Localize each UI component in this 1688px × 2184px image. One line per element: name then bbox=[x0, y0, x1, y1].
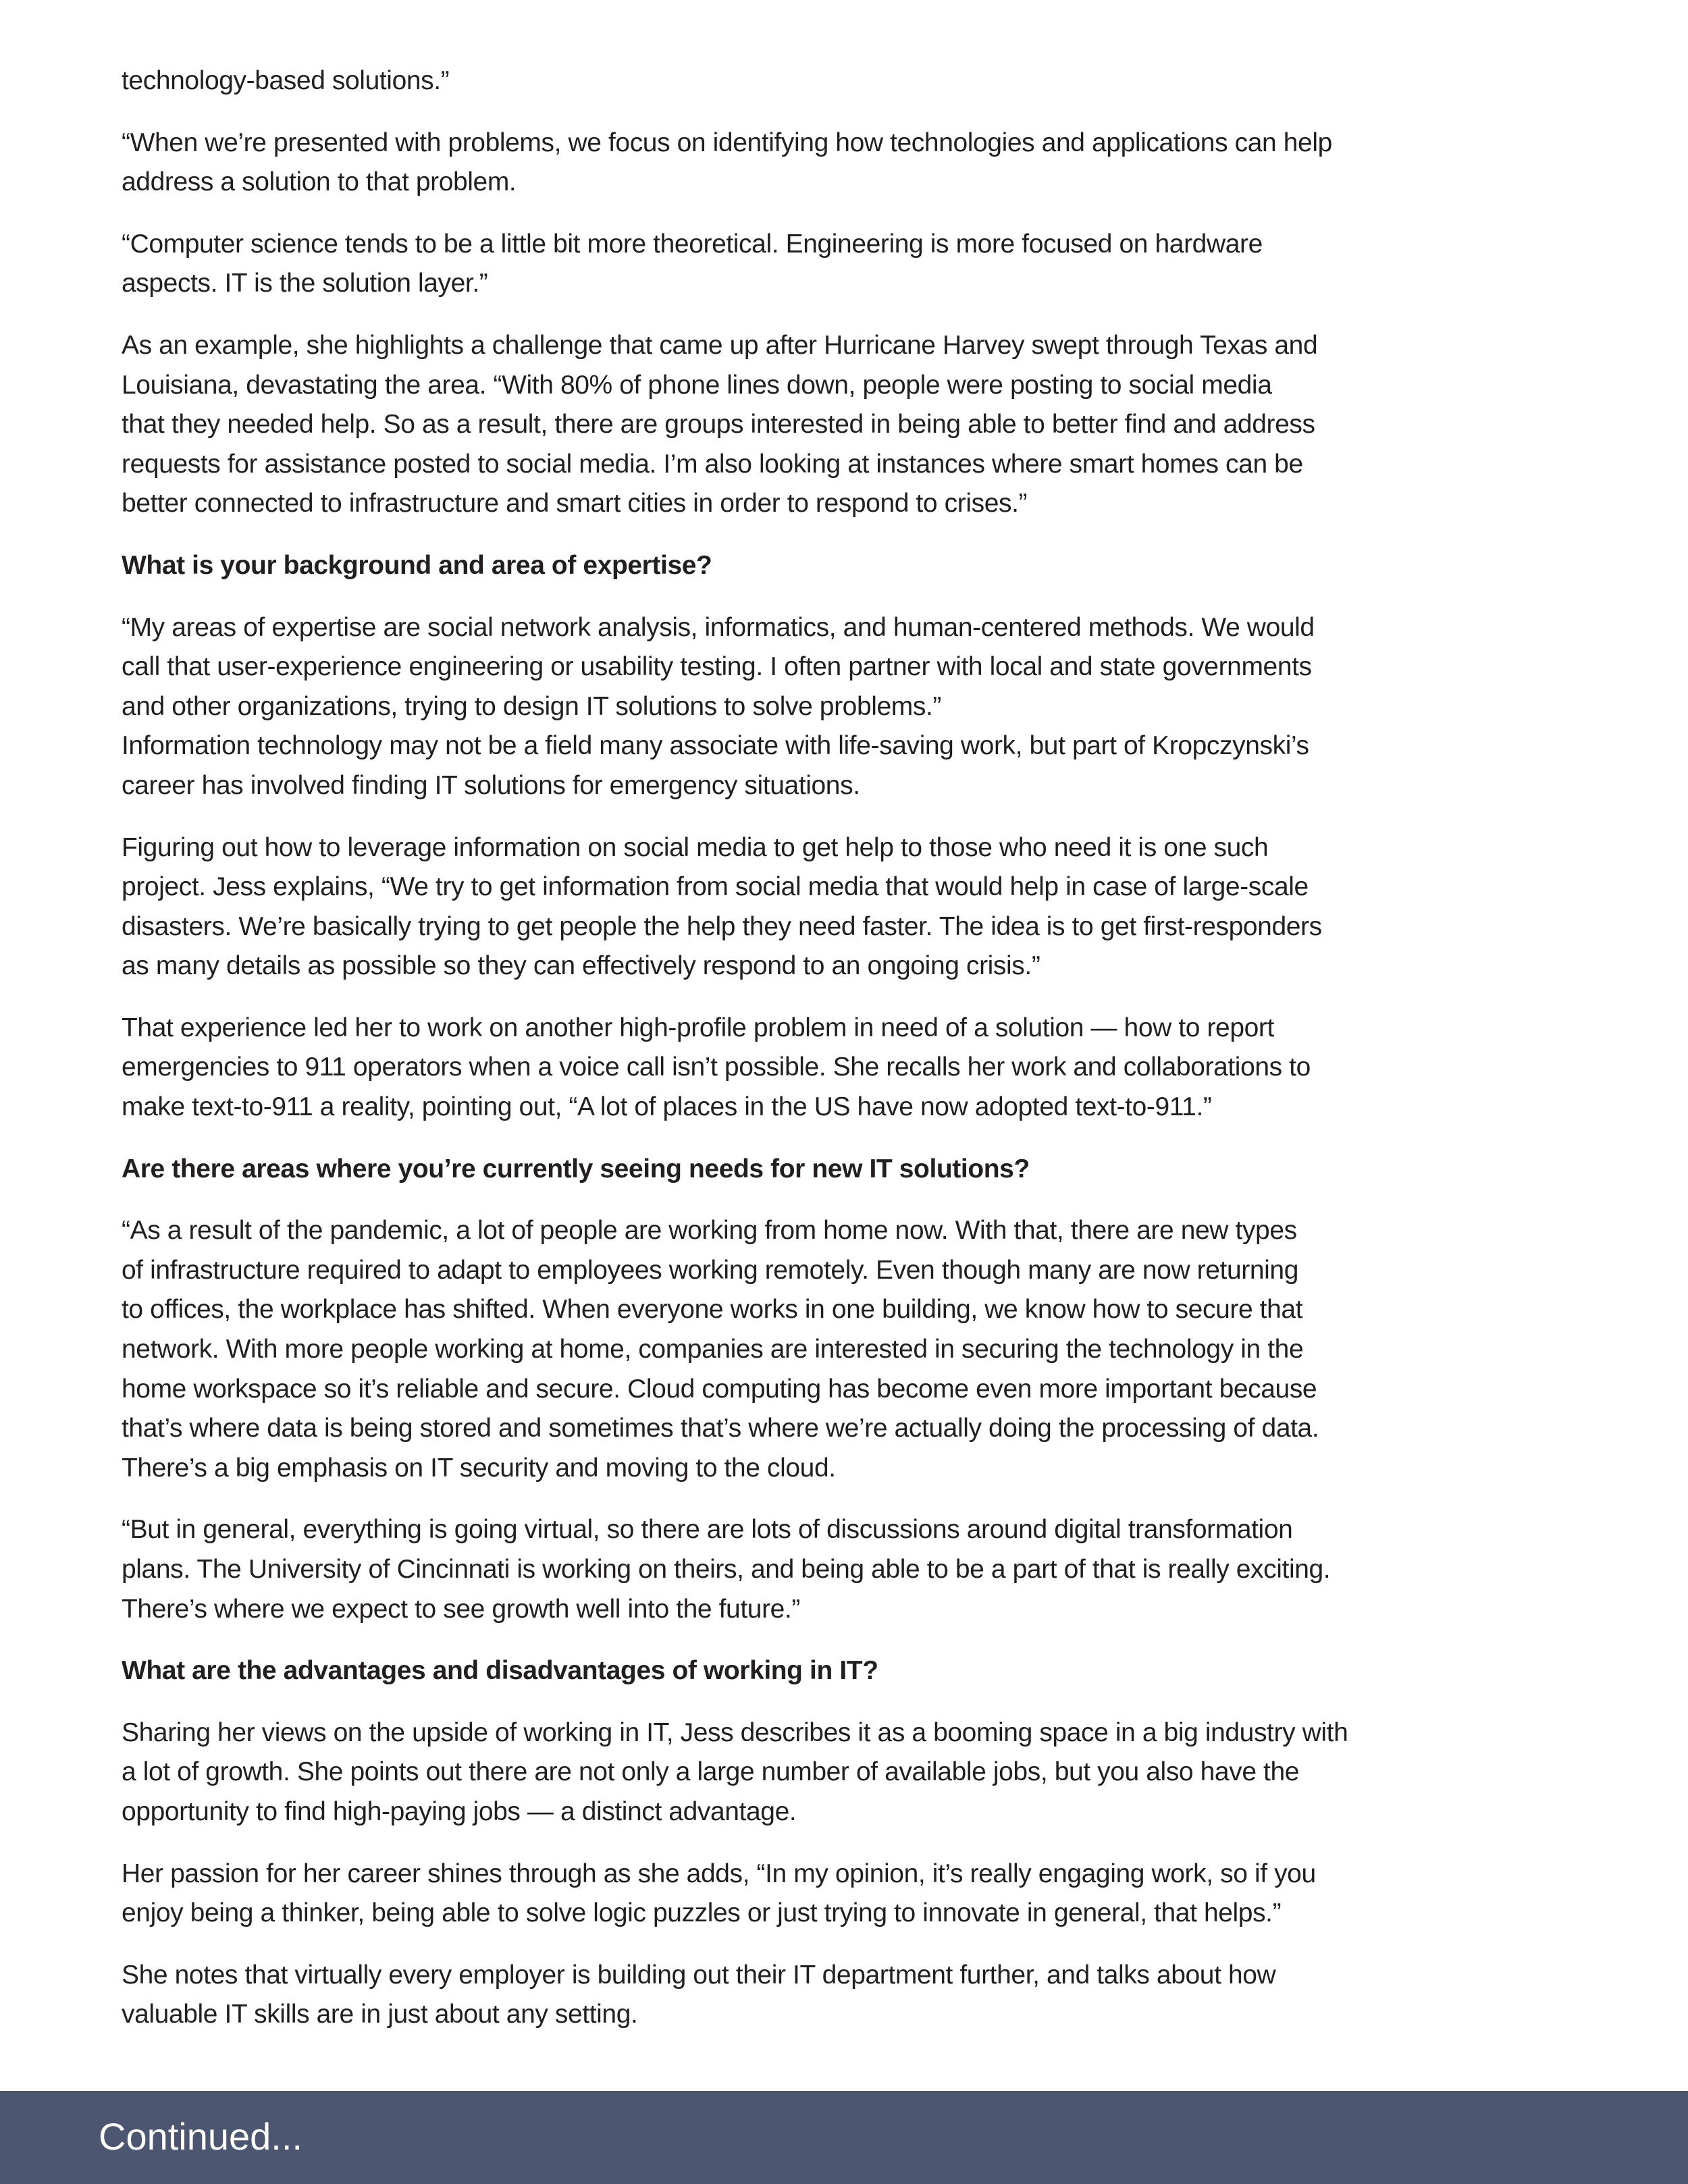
text-line: Are there areas where you’re currently seeing needs for new IT solutions? bbox=[122, 1154, 1030, 1183]
text-line: enjoy being a thinker, being able to solve logic puzzles or just trying to innovate in general, that helps.” bbox=[122, 1898, 1282, 1928]
paragraph bbox=[122, 1510, 1607, 1629]
text-line: call that user-experience engineering or usability testing. I often partner with local and state governments bbox=[122, 652, 1312, 682]
text-line: career has involved finding IT solutions for emergency situations. bbox=[122, 770, 860, 800]
section-heading bbox=[122, 546, 1607, 586]
text-line: “Computer science tends to be a little bit more theoretical. Engineering is more focused on hardware bbox=[122, 229, 1263, 259]
paragraph bbox=[122, 326, 1607, 524]
text-line: address a solution to that problem. bbox=[122, 167, 517, 197]
text-line: that’s where data is being stored and sometimes that’s where we’re actually doing the processing of data. bbox=[122, 1414, 1319, 1443]
text-line: “As a result of the pandemic, a lot of people are working from home now. With that, there are new types bbox=[122, 1216, 1297, 1246]
text-line: What are the advantages and disadvantages of working in IT? bbox=[122, 1656, 878, 1686]
paragraph bbox=[122, 61, 1607, 101]
article-body bbox=[122, 61, 1607, 2057]
text-line: project. Jess explains, “We try to get information from social media that would help in case of large-scale bbox=[122, 872, 1309, 902]
paragraph bbox=[122, 1713, 1607, 1832]
text-line: valuable IT skills are in just about any setting. bbox=[122, 2000, 638, 2029]
paragraph bbox=[122, 828, 1607, 986]
text-line: and other organizations, trying to design IT solutions to solve problems.” bbox=[122, 691, 942, 721]
continued-label: Continued... bbox=[99, 2115, 302, 2158]
text-line: a lot of growth. She points out there are not only a large number of available jobs, but you also have the bbox=[122, 1757, 1300, 1787]
text-line: better connected to infrastructure and smart cities in order to respond to crises.” bbox=[122, 489, 1028, 518]
text-line: Louisiana, devastating the area. “With 80% of phone lines down, people were posting to social media bbox=[122, 370, 1272, 400]
paragraph bbox=[122, 608, 1607, 806]
paragraph bbox=[122, 1956, 1607, 2035]
text-line: “My areas of expertise are social network analysis, informatics, and human-centered methods. We would bbox=[122, 612, 1315, 642]
text-line: aspects. IT is the solution layer.” bbox=[122, 269, 488, 298]
paragraph bbox=[122, 225, 1607, 304]
paragraph bbox=[122, 124, 1607, 203]
text-line: As an example, she highlights a challenge that came up after Hurricane Harvey swept through Texas and bbox=[122, 330, 1318, 360]
text-line: Her passion for her career shines through as she adds, “In my opinion, it’s really engaging work, so if you bbox=[122, 1859, 1316, 1888]
text-line: as many details as possible so they can effectively respond to an ongoing crisis.” bbox=[122, 951, 1040, 981]
text-line: She notes that virtually every employer is building out their IT department further, and talks about how bbox=[122, 1960, 1276, 1990]
text-line: network. With more people working at home, companies are interested in securing the technology in the bbox=[122, 1335, 1304, 1364]
text-line: of infrastructure required to adapt to employees working remotely. Even though many are now returning bbox=[122, 1255, 1298, 1285]
text-line: plans. The University of Cincinnati is working on theirs, and being able to be a part of that is really exciting. bbox=[122, 1555, 1331, 1584]
text-line: emergencies to 911 operators when a voice call isn’t possible. She recalls her work and collaborations to bbox=[122, 1053, 1311, 1082]
text-line: There’s a big emphasis on IT security and moving to the cloud. bbox=[122, 1453, 836, 1483]
paragraph bbox=[122, 1009, 1607, 1127]
text-line: home workspace so it’s reliable and secure. Cloud computing has become even more important because bbox=[122, 1374, 1317, 1404]
text-line: to offices, the workplace has shifted. When everyone works in one building, we know how to secure that bbox=[122, 1295, 1303, 1325]
text-line: requests for assistance posted to social media. I’m also looking at instances where smart homes can be bbox=[122, 449, 1303, 479]
text-line: disasters. We’re basically trying to get people the help they need faster. The idea is to get first-responders bbox=[122, 911, 1322, 941]
text-line: Information technology may not be a field many associate with life-saving work, but part of Kropczynski’s bbox=[122, 731, 1309, 761]
text-line: What is your background and area of expertise? bbox=[122, 550, 712, 580]
text-line: “When we’re presented with problems, we focus on identifying how technologies and applications can help bbox=[122, 128, 1332, 157]
paragraph bbox=[122, 1855, 1607, 1934]
text-line: technology-based solutions.” bbox=[122, 66, 450, 95]
section-heading bbox=[122, 1150, 1607, 1190]
text-line: make text-to-911 a reality, pointing out, “A lot of places in the US have now adopted text-to-911.” bbox=[122, 1092, 1212, 1122]
paragraph bbox=[122, 1211, 1607, 1488]
text-line: that they needed help. So as a result, there are groups interested in being able to better find and address bbox=[122, 410, 1315, 440]
text-line: “But in general, everything is going virtual, so there are lots of discussions around digital transformation bbox=[122, 1515, 1293, 1545]
text-line: Sharing her views on the upside of working in IT, Jess describes it as a booming space in a big industry with bbox=[122, 1717, 1348, 1747]
text-line: That experience led her to work on another high-profile problem in need of a solution — how to report bbox=[122, 1013, 1274, 1042]
text-line: There’s where we expect to see growth well into the future.” bbox=[122, 1594, 800, 1624]
section-heading bbox=[122, 1651, 1607, 1691]
footer-bar bbox=[0, 2091, 1688, 2184]
text-line: Figuring out how to leverage information on social media to get help to those who need it is one such bbox=[122, 832, 1269, 862]
text-line: opportunity to find high-paying jobs — a distinct advantage. bbox=[122, 1796, 797, 1826]
